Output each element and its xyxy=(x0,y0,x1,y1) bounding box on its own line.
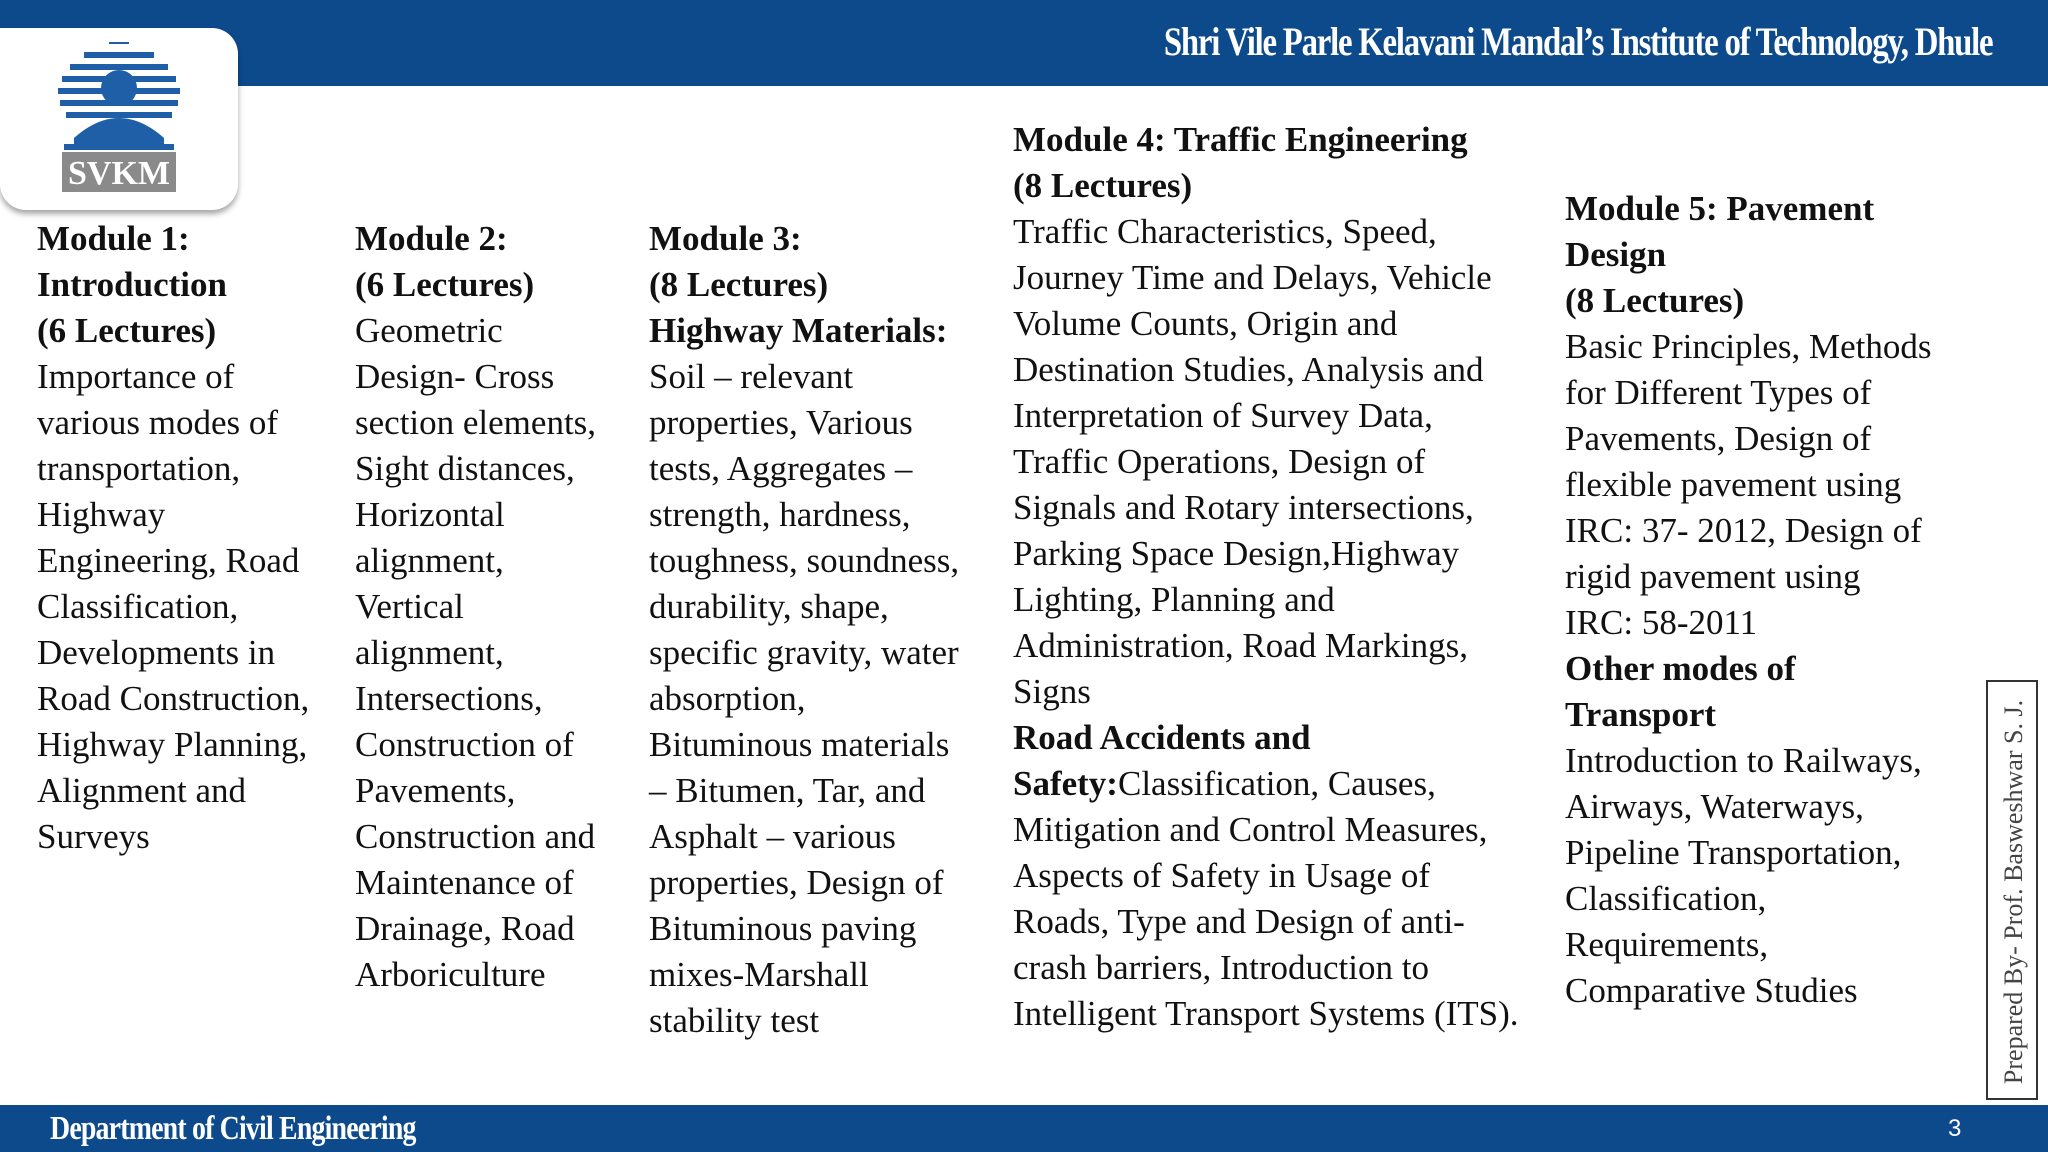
module-1-text-line: various modes of xyxy=(37,403,279,442)
module-1-title-line: (6 Lectures) xyxy=(37,311,217,350)
module-4-safety-heading-end: Safety: xyxy=(1013,764,1118,803)
module-1-text-line: Highway xyxy=(37,495,166,534)
module-5-text-line: Pavements, Design of xyxy=(1565,419,1872,458)
module-1-text-line: Alignment and xyxy=(37,771,246,810)
module-4-text-line: Traffic Operations, Design of xyxy=(1013,442,1426,481)
module-5-text-line: flexible pavement using xyxy=(1565,465,1902,504)
module-3-text-line: stability test xyxy=(649,1001,820,1040)
other-modes-heading: Transport xyxy=(1565,695,1717,734)
module-2-text-line: Construction and xyxy=(355,817,596,856)
header-bar xyxy=(0,0,2048,86)
module-1-text-line: Engineering, Road xyxy=(37,541,300,580)
module-2-text-line: section elements, xyxy=(355,403,597,442)
module-1-title-line: Module 1: xyxy=(37,219,190,258)
module-1-text-line: Highway Planning, xyxy=(37,725,308,764)
module-5-title-line: Module 5: Pavement xyxy=(1565,189,1875,228)
module-3-text-line: Asphalt – various xyxy=(649,817,896,856)
module-2-text-line: Intersections, xyxy=(355,679,543,718)
module-4-safety-heading: Road Accidents and xyxy=(1013,718,1311,757)
other-modes-line: Requirements, xyxy=(1565,925,1769,964)
module-2-text-line: Construction of xyxy=(355,725,574,764)
module-5-title-line: Design xyxy=(1565,235,1667,274)
footer-bar xyxy=(0,1105,2048,1152)
module-3-text-line: properties, Various xyxy=(649,403,913,442)
other-modes-line: Introduction to Railways, xyxy=(1565,741,1922,780)
module-4-text-line: Destination Studies, Analysis and xyxy=(1013,350,1484,389)
module-3-column xyxy=(649,216,959,1044)
other-modes-line: Pipeline Transportation, xyxy=(1565,833,1902,872)
department-label: Department of Civil Engineering xyxy=(50,1110,416,1147)
module-5-text-line: for Different Types of xyxy=(1565,373,1872,412)
module-3-text-line: durability, shape, xyxy=(649,587,889,626)
module-5-text-line: IRC: 58-2011 xyxy=(1565,603,1758,642)
module-4-text-line: Traffic Characteristics, Speed, xyxy=(1013,212,1437,251)
page-number: 3 xyxy=(1948,1115,1962,1142)
logo-text: SVKM xyxy=(68,155,170,192)
module-1-text-line: Developments in xyxy=(37,633,276,672)
module-4-safety-line: Intelligent Transport Systems (ITS). xyxy=(1013,994,1519,1033)
prepared-by-text: Prepared By- Prof. Basweshwar S. J. xyxy=(1999,699,2028,1085)
module-4-text-line: Lighting, Planning and xyxy=(1013,580,1335,619)
module-4-safety-line: Mitigation and Control Measures, xyxy=(1013,810,1488,849)
module-4-safety-line: crash barriers, Introduction to xyxy=(1013,948,1429,987)
module-4-text-line: Administration, Road Markings, xyxy=(1013,626,1468,665)
other-modes-line: Airways, Waterways, xyxy=(1565,787,1864,826)
module-2-column xyxy=(355,216,596,998)
module-1-column xyxy=(37,216,309,860)
module-2-title-line: (6 Lectures) xyxy=(355,265,535,304)
module-3-title-line: Module 3: xyxy=(649,219,802,258)
module-5-title-line: (8 Lectures) xyxy=(1565,281,1745,320)
module-1-title-line: Introduction xyxy=(37,265,227,304)
module-2-text-line: Horizontal xyxy=(355,495,505,534)
module-2-text-line: alignment, xyxy=(355,541,504,580)
module-3-text-line: mixes-Marshall xyxy=(649,955,869,994)
module-3-text-line: Soil – relevant xyxy=(649,357,854,396)
module-3-text-line: specific gravity, water xyxy=(649,633,959,672)
module-3-text-line: tests, Aggregates – xyxy=(649,449,913,488)
module-2-text-line: Geometric xyxy=(355,311,503,350)
module-3-text-line: Bituminous materials xyxy=(649,725,950,764)
module-4-safety-line: Roads, Type and Design of anti- xyxy=(1013,902,1465,941)
module-3-text-line: absorption, xyxy=(649,679,806,718)
module-3-title-line: Highway Materials: xyxy=(649,311,948,350)
other-modes-heading: Other modes of xyxy=(1565,649,1796,688)
module-3-text-line: properties, Design of xyxy=(649,863,944,902)
module-4-text-line: Journey Time and Delays, Vehicle xyxy=(1013,258,1492,297)
module-2-text-line: Sight distances, xyxy=(355,449,575,488)
module-1-text-line: Road Construction, xyxy=(37,679,310,718)
module-4-safety-text: Classification, Causes, xyxy=(1117,764,1436,803)
module-4-title-line: (8 Lectures) xyxy=(1013,166,1193,205)
module-4-text-line: Volume Counts, Origin and xyxy=(1013,304,1398,343)
module-1-text-line: transportation, xyxy=(37,449,241,488)
module-3-text-line: Bituminous paving xyxy=(649,909,917,948)
module-2-title-line: Module 2: xyxy=(355,219,508,258)
logo-emblem-icon xyxy=(54,38,184,198)
module-4-text-line: Parking Space Design,Highway xyxy=(1013,534,1460,573)
other-modes-line: Comparative Studies xyxy=(1565,971,1858,1010)
module-2-text-line: Pavements, xyxy=(355,771,516,810)
module-4-safety-line: Aspects of Safety in Usage of xyxy=(1013,856,1430,895)
module-1-text-line: Surveys xyxy=(37,817,150,856)
module-5-text-line: rigid pavement using xyxy=(1565,557,1861,596)
module-3-text-line: toughness, soundness, xyxy=(649,541,960,580)
module-3-text-line: strength, hardness, xyxy=(649,495,911,534)
module-1-text-line: Importance of xyxy=(37,357,235,396)
module-4-text-line: Interpretation of Survey Data, xyxy=(1013,396,1433,435)
module-2-text-line: Vertical xyxy=(355,587,464,626)
module-4-title-line: Module 4: Traffic Engineering xyxy=(1013,120,1468,159)
module-4-text-line: Signs xyxy=(1013,672,1091,711)
module-3-text-line: – Bitumen, Tar, and xyxy=(649,771,926,810)
module-5-text-line: Basic Principles, Methods xyxy=(1565,327,1932,366)
module-4-text-line: Signals and Rotary intersections, xyxy=(1013,488,1474,527)
module-3-title-line: (8 Lectures) xyxy=(649,265,829,304)
module-2-text-line: Drainage, Road xyxy=(355,909,575,948)
other-modes-line: Classification, xyxy=(1565,879,1767,918)
module-2-text-line: Maintenance of xyxy=(355,863,574,902)
module-1-text-line: Classification, xyxy=(37,587,239,626)
module-5-column xyxy=(1565,186,1932,1014)
svkm-logo xyxy=(0,28,238,210)
prepared-by-box xyxy=(1986,680,2038,1100)
module-2-text-line: Design- Cross xyxy=(355,357,555,396)
module-2-text-line: alignment, xyxy=(355,633,504,672)
module-4-column xyxy=(1013,117,1519,1037)
module-4-safety-first-line xyxy=(1013,761,1519,807)
institute-title: Shri Vile Parle Kelavani Mandal’s Institute of Technology, Dhule xyxy=(1163,19,1992,64)
module-5-text-line: IRC: 37- 2012, Design of xyxy=(1565,511,1922,550)
module-2-text-line: Arboriculture xyxy=(355,955,546,994)
